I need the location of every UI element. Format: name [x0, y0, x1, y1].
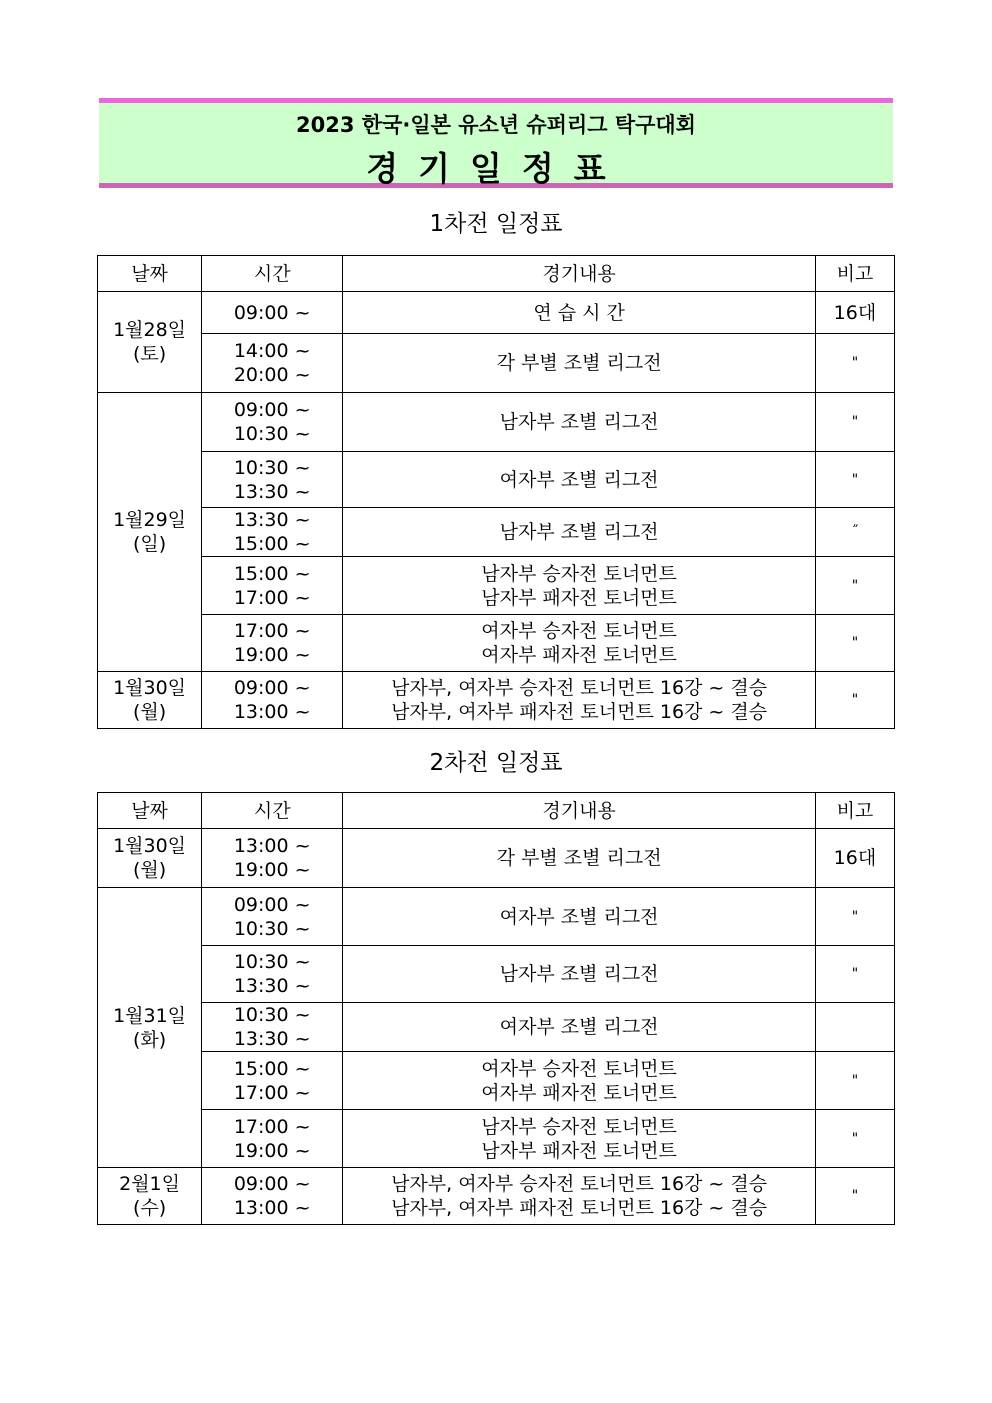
content-cell — [343, 672, 816, 729]
time-cell-line: 09:00 ~ — [233, 1173, 311, 1195]
time-cell-line: 10:30 ~ — [233, 951, 311, 973]
date-cell-line: 1월29일 — [113, 509, 187, 531]
time-cell-line: 19:00 ~ — [233, 859, 311, 881]
schedule-title: 경기일정표 — [366, 149, 626, 188]
date-cell-line: (화) — [132, 1028, 167, 1051]
note-cell: " — [815, 888, 894, 946]
content-cell — [343, 452, 816, 508]
content-cell — [343, 1003, 816, 1052]
note-cell: " — [815, 615, 894, 672]
time-cell-line: 17:00 ~ — [233, 1115, 311, 1138]
table-row — [98, 452, 895, 508]
col-date-header: 날짜 — [98, 793, 202, 829]
time-cell-line: 13:00 ~ — [233, 835, 311, 857]
col-date-header: 날짜 — [98, 256, 202, 292]
content-cell — [343, 334, 816, 393]
date-cell-line: 1월30일 — [113, 835, 187, 857]
table-row — [98, 1168, 895, 1225]
note-cell: " — [815, 557, 894, 615]
date-cell — [98, 292, 202, 393]
content-cell-line: 남자부, 여자부 승자전 토너먼트 16강 ~ 결승 — [391, 1173, 768, 1195]
content-cell — [343, 1052, 816, 1110]
date-cell-line: 1월30일 — [113, 677, 187, 699]
time-cell — [202, 452, 343, 508]
content-cell-line: 각 부별 조별 리그전 — [496, 352, 662, 374]
table-row — [98, 946, 895, 1003]
content-cell-line: 남자부 조별 리그전 — [499, 963, 659, 985]
time-cell-line: 09:00 ~ — [233, 399, 311, 421]
time-cell-line: 19:00 ~ — [233, 644, 311, 666]
time-cell — [202, 334, 343, 393]
table-row — [98, 334, 895, 393]
date-cell-line: (토) — [132, 343, 167, 365]
time-cell — [202, 946, 343, 1003]
note-cell — [815, 1003, 894, 1052]
time-cell — [202, 393, 343, 452]
date-cell — [98, 1168, 202, 1225]
time-cell-line: 10:30 ~ — [233, 456, 311, 479]
time-cell-line: 15:00 ~ — [233, 1057, 311, 1080]
content-cell — [343, 615, 816, 672]
time-cell — [202, 672, 343, 729]
table-row — [98, 1052, 895, 1110]
round1-schedule-table — [97, 255, 895, 729]
note-cell: " — [815, 393, 894, 452]
time-cell — [202, 1003, 343, 1052]
content-cell-line: 각 부별 조별 리그전 — [496, 847, 662, 869]
content-cell-line: 남자부 패자전 토너먼트 — [481, 586, 677, 609]
content-cell-line: 연 습 시 간 — [533, 301, 625, 324]
time-cell — [202, 508, 343, 557]
time-cell-line: 09:00 ~ — [233, 893, 311, 916]
time-cell — [202, 557, 343, 615]
content-cell — [343, 557, 816, 615]
time-cell-line: 13:00 ~ — [233, 1197, 311, 1219]
col-time-header: 시간 — [202, 256, 343, 292]
note-cell: " — [815, 1052, 894, 1110]
col-note-header: 비고 — [815, 256, 894, 292]
time-cell-line: 15:00 ~ — [233, 562, 311, 585]
time-cell-line: 15:00 ~ — [233, 533, 311, 555]
content-cell-line: 남자부 조별 리그전 — [499, 411, 659, 433]
content-cell — [343, 292, 816, 334]
time-cell — [202, 292, 343, 334]
content-cell-line: 남자부 승자전 토너먼트 — [481, 562, 677, 585]
time-cell — [202, 829, 343, 888]
col-note-header: 비고 — [815, 793, 894, 829]
col-content-header: 경기내용 — [343, 256, 816, 292]
content-cell-line: 여자부 조별 리그전 — [499, 468, 659, 491]
content-cell-line: 여자부 패자전 토너먼트 — [481, 644, 677, 666]
time-cell-line: 10:30 ~ — [233, 423, 311, 445]
time-cell — [202, 1110, 343, 1168]
content-cell-line: 여자부 승자전 토너먼트 — [481, 620, 677, 642]
date-cell — [98, 829, 202, 888]
event-subtitle: 2023 한국·일본 유소년 슈퍼리그 탁구대회 — [296, 113, 696, 137]
time-cell-line: 13:30 ~ — [233, 480, 311, 503]
table-row — [98, 888, 895, 946]
date-cell-line: (수) — [132, 1197, 167, 1219]
note-cell: " — [815, 1110, 894, 1168]
content-cell-line: 여자부 조별 리그전 — [499, 905, 659, 928]
table-row — [98, 672, 895, 729]
table-row — [98, 829, 895, 888]
time-cell — [202, 888, 343, 946]
content-cell — [343, 393, 816, 452]
content-cell-line: 여자부 조별 리그전 — [499, 1016, 659, 1038]
time-cell — [202, 1168, 343, 1225]
col-time-header: 시간 — [202, 793, 343, 829]
time-cell-line: 10:30 ~ — [233, 917, 311, 940]
note-cell: " — [815, 1168, 894, 1225]
time-cell-line: 20:00 ~ — [233, 364, 311, 386]
col-content-header: 경기내용 — [343, 793, 816, 829]
content-cell-line: 남자부, 여자부 패자전 토너먼트 16강 ~ 결승 — [391, 1197, 768, 1219]
date-cell-line: (월) — [132, 701, 167, 723]
time-cell-line: 13:30 ~ — [233, 975, 311, 997]
table2-title: 2차전 일정표 — [429, 750, 563, 776]
date-cell — [98, 672, 202, 729]
content-cell-line: 여자부 승자전 토너먼트 — [481, 1057, 677, 1080]
content-cell — [343, 1168, 816, 1225]
content-cell-line: 남자부 승자전 토너먼트 — [481, 1115, 677, 1138]
round2-schedule-table — [97, 792, 895, 1225]
content-cell-line: 남자부 조별 리그전 — [499, 521, 659, 543]
table-row — [98, 615, 895, 672]
date-cell-line: 1월28일 — [113, 319, 187, 341]
content-cell — [343, 829, 816, 888]
table-header-row — [98, 256, 895, 292]
time-cell-line: 13:30 ~ — [233, 1028, 311, 1050]
note-cell: ˝ — [815, 508, 894, 557]
table-row — [98, 393, 895, 452]
time-cell-line: 09:00 ~ — [233, 677, 311, 699]
time-cell-line: 19:00 ~ — [233, 1139, 311, 1162]
content-cell-line: 남자부, 여자부 승자전 토너먼트 16강 ~ 결승 — [391, 677, 768, 699]
title-banner — [99, 98, 893, 188]
table-row — [98, 508, 895, 557]
content-cell — [343, 946, 816, 1003]
content-cell — [343, 888, 816, 946]
table-header-row — [98, 793, 895, 829]
time-cell-line: 13:00 ~ — [233, 701, 311, 723]
time-cell-line: 13:30 ~ — [233, 509, 311, 531]
content-cell — [343, 508, 816, 557]
date-cell-line: (일) — [132, 533, 167, 555]
table-row — [98, 292, 895, 334]
content-cell — [343, 1110, 816, 1168]
date-cell-line: (월) — [132, 859, 167, 881]
note-cell: " — [815, 946, 894, 1003]
time-cell-line: 10:30 ~ — [233, 1004, 311, 1026]
table-row — [98, 1003, 895, 1052]
date-cell — [98, 888, 202, 1168]
date-cell — [98, 393, 202, 672]
note-cell: " — [815, 672, 894, 729]
note-cell: 16대 — [815, 292, 894, 334]
date-cell-line: 1월31일 — [113, 1004, 187, 1027]
time-cell — [202, 615, 343, 672]
time-cell-line: 09:00 ~ — [233, 301, 311, 324]
content-cell-line: 남자부 패자전 토너먼트 — [481, 1139, 677, 1162]
note-cell: " — [815, 452, 894, 508]
table-row — [98, 1110, 895, 1168]
content-cell-line: 여자부 패자전 토너먼트 — [481, 1081, 677, 1104]
time-cell — [202, 1052, 343, 1110]
time-cell-line: 17:00 ~ — [233, 620, 311, 642]
date-cell-line: 2월1일 — [119, 1173, 180, 1195]
table1-title: 1차전 일정표 — [429, 211, 563, 237]
note-cell: " — [815, 334, 894, 393]
time-cell-line: 14:00 ~ — [233, 340, 311, 362]
content-cell-line: 남자부, 여자부 패자전 토너먼트 16강 ~ 결승 — [391, 701, 768, 723]
time-cell-line: 17:00 ~ — [233, 1081, 311, 1104]
time-cell-line: 17:00 ~ — [233, 586, 311, 609]
note-cell: 16대 — [815, 829, 894, 888]
table-row — [98, 557, 895, 615]
